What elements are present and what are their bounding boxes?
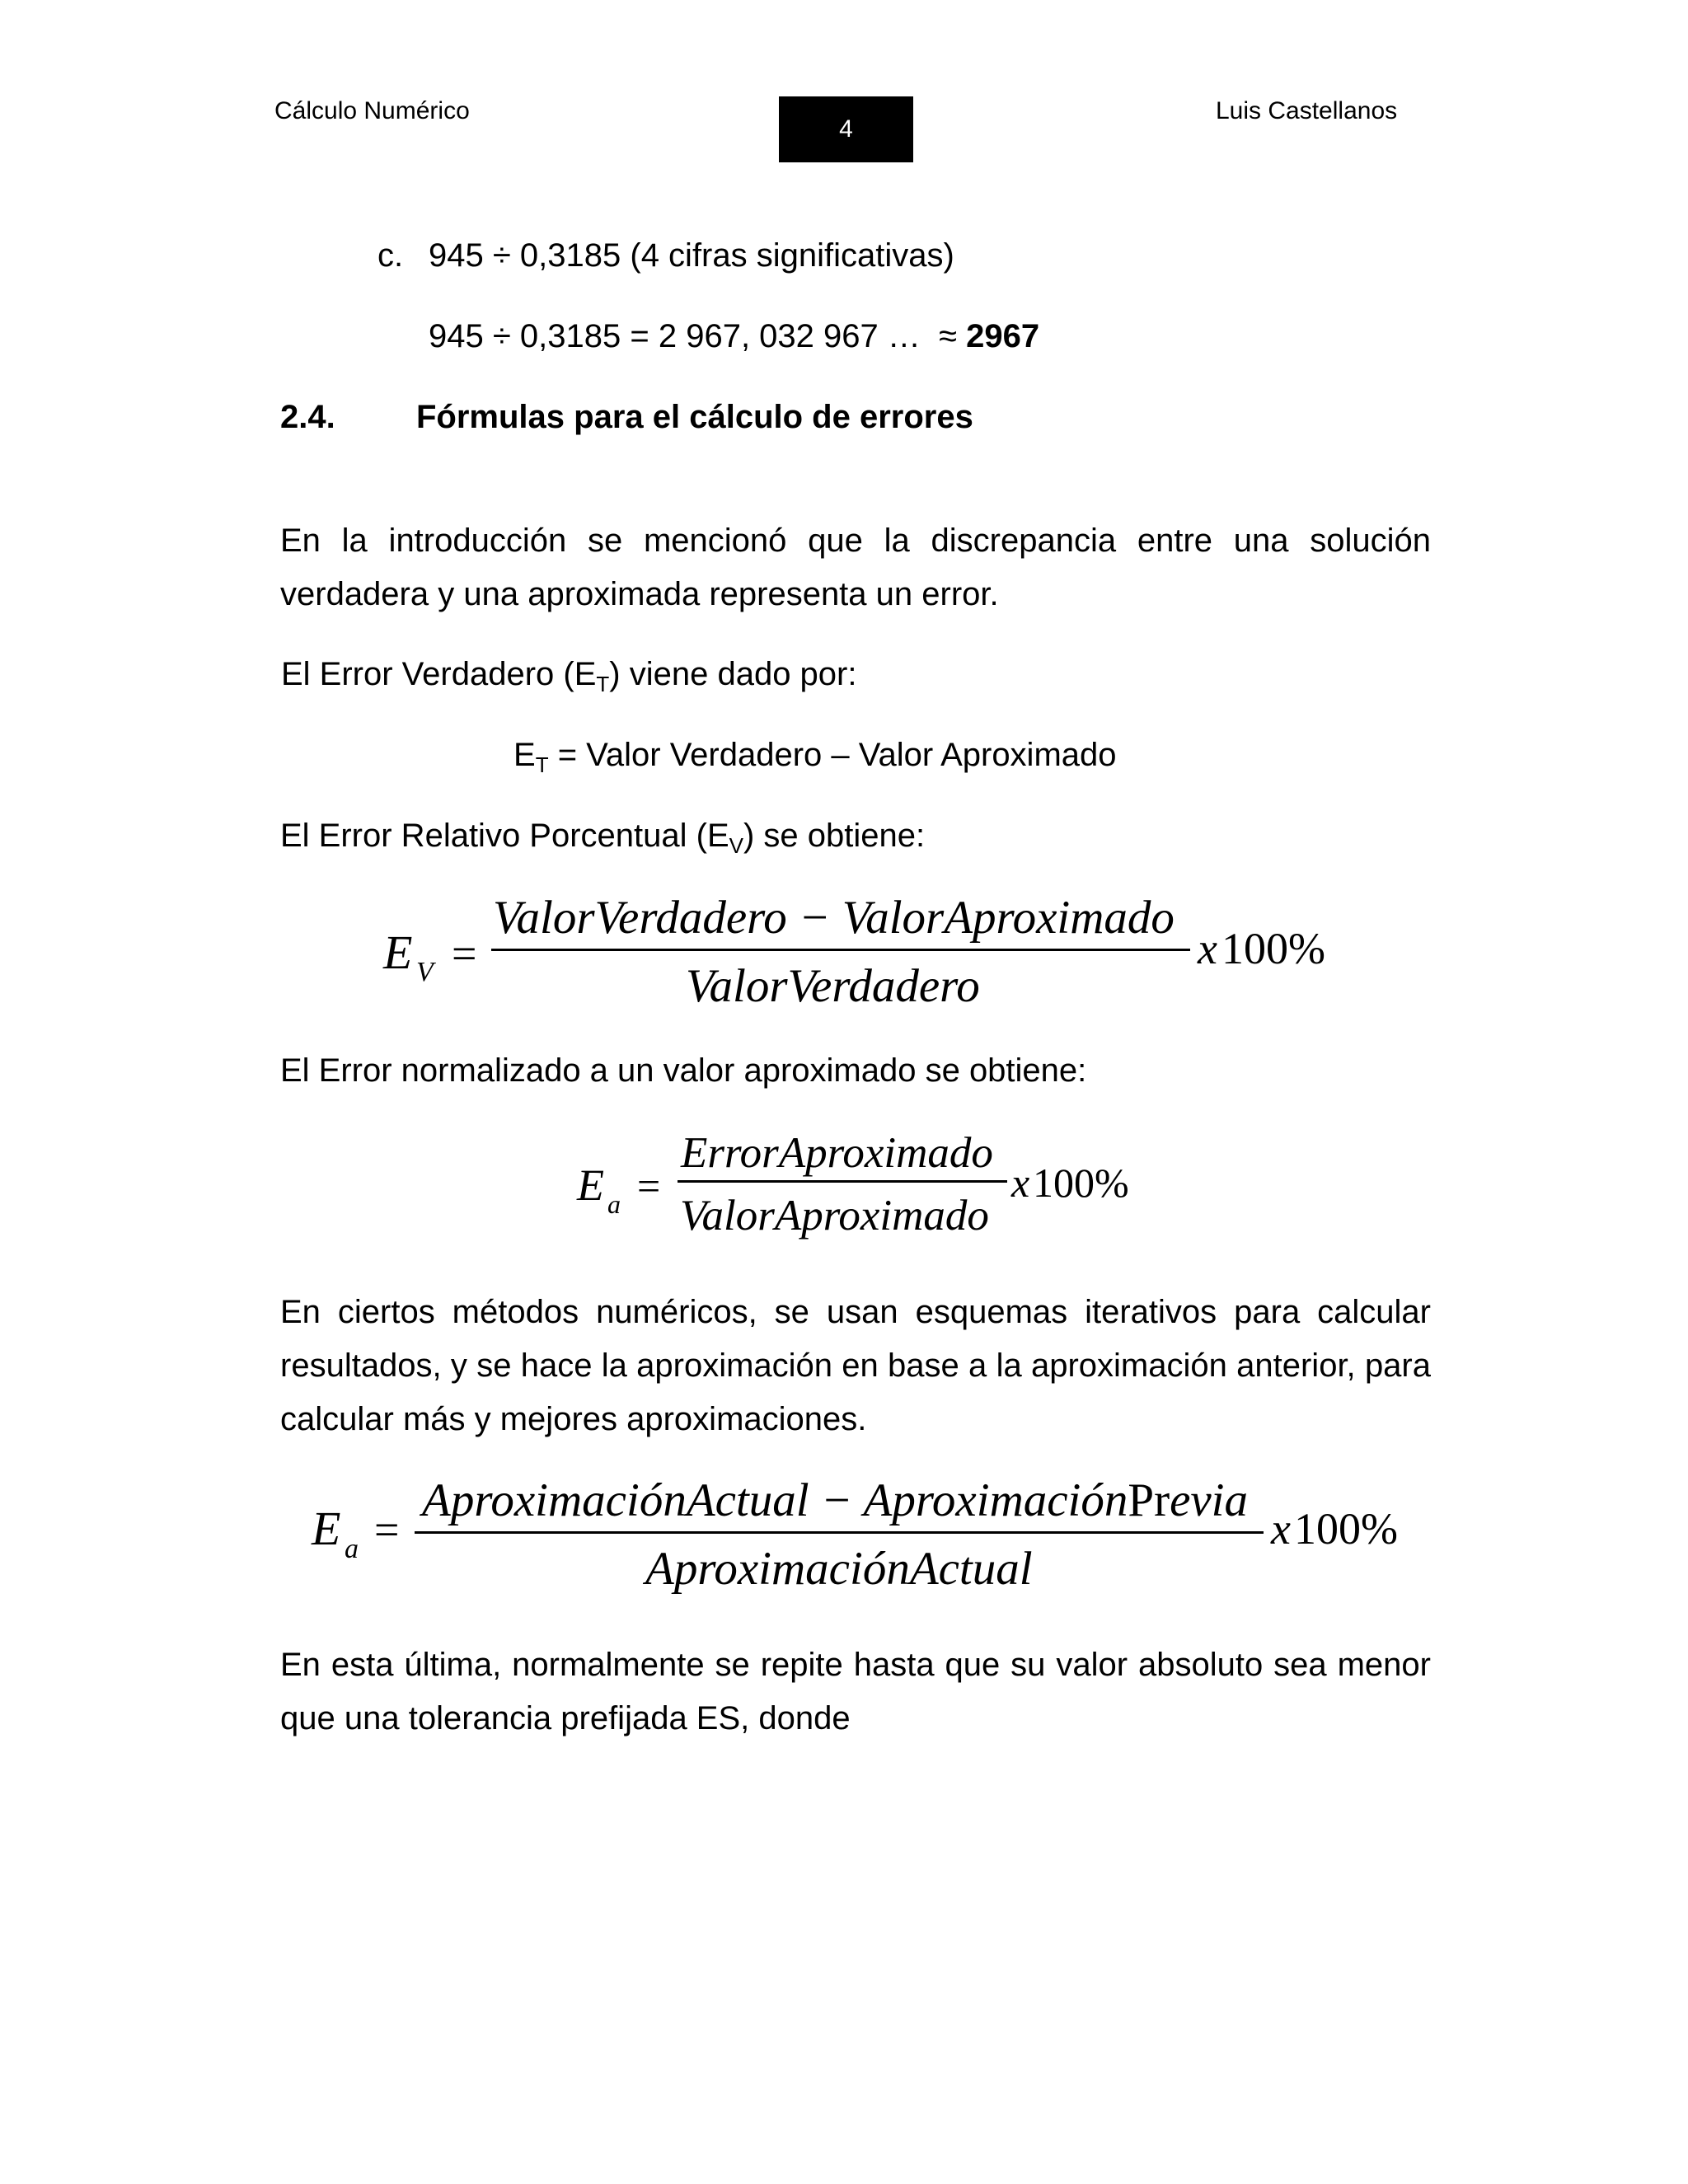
- iterative-methods-paragraph: En ciertos métodos numéricos, se usan esquemas iterativos para calcular resultados, y se hace la aproximación en base a la aproximación anterior, para calcular más y mejores aproximaciones.: [280, 1294, 1431, 1437]
- list-item-label: c.: [377, 237, 404, 274]
- intro-paragraph: En la introducción se mencionó que la discrepancia entre una solución verdadera y una aproximada representa un error.: [280, 523, 1431, 612]
- section-heading: [280, 401, 973, 434]
- true-error-formula: [513, 738, 1117, 776]
- formula-lhs: E: [312, 1502, 341, 1555]
- page-number-box: [779, 96, 913, 162]
- formula-factor: 100%: [1294, 1504, 1398, 1554]
- fraction-bar: [678, 1180, 1007, 1183]
- true-error-definition: [281, 658, 856, 695]
- formula-factor: 100%: [1221, 924, 1325, 973]
- calculation-line: [429, 320, 1039, 353]
- formula-equals: =: [374, 1505, 400, 1554]
- text-run: El Error Relativo Porcentual (E: [280, 818, 729, 854]
- header-left-title: Cálculo Numérico: [274, 97, 470, 124]
- formula-factor-x: x: [1198, 924, 1217, 973]
- formula-factor-x: x: [1011, 1160, 1030, 1206]
- section-number: 2.4.: [280, 399, 335, 435]
- formula-lhs-subscript: V: [416, 957, 434, 987]
- header-author: Luis Castellanos: [1216, 97, 1398, 124]
- formula-lhs-subscript: a: [607, 1189, 621, 1219]
- numerator-part: evia: [1170, 1474, 1248, 1526]
- formula-factor: 100%: [1033, 1160, 1129, 1206]
- list-item-c: [377, 239, 954, 272]
- numerator-part: AproximaciónActual − Aproximación: [422, 1474, 1128, 1526]
- numerator-part: Pr: [1128, 1474, 1170, 1526]
- formula-numerator: [422, 1474, 1248, 1526]
- text-run: = Valor Verdadero – Valor Aproximado: [548, 737, 1117, 773]
- text-run: ) viene dado por:: [609, 656, 857, 692]
- list-item-text: 945 ÷ 0,3185 (4 cifras significativas): [429, 237, 954, 274]
- formula-lhs: E: [383, 926, 413, 979]
- subscript: T: [535, 752, 549, 777]
- formula-equals: =: [452, 929, 477, 978]
- formula-denominator: ValorVerdadero: [686, 960, 980, 1012]
- text-run: ) se obtiene:: [743, 818, 926, 854]
- formula-numerator: ValorVerdadero − ValorAproximado: [493, 892, 1175, 944]
- calculation-expression: 945 ÷ 0,3185 = 2 967, 032 967 … ≈: [429, 318, 967, 354]
- formula-denominator: ValorAproximado: [680, 1192, 989, 1240]
- formula-equals: =: [637, 1163, 661, 1209]
- relative-error-definition: [280, 819, 925, 856]
- formula-lhs: E: [577, 1160, 604, 1210]
- section-title: Fórmulas para el cálculo de errores: [416, 399, 973, 435]
- formula-lhs-subscript: a: [345, 1534, 359, 1564]
- fraction-bar: [491, 949, 1190, 951]
- subscript: V: [729, 833, 743, 858]
- tolerance-paragraph: En esta última, normalmente se repite hasta que su valor absoluto sea menor que una tolerancia prefijada ES, donde: [280, 1647, 1431, 1736]
- formula-denominator: AproximaciónActual: [645, 1543, 1033, 1595]
- calculation-result: 2967: [966, 318, 1040, 354]
- text-run: E: [513, 737, 536, 773]
- normalized-error-definition: El Error normalizado a un valor aproximado se obtiene:: [280, 1052, 1087, 1089]
- formula-numerator: ErrorAproximado: [681, 1129, 993, 1177]
- subscript: T: [596, 672, 610, 696]
- formula-factor-x: x: [1271, 1504, 1291, 1554]
- text-run: El Error Verdadero (E: [281, 656, 597, 692]
- page-number: 4: [839, 115, 853, 143]
- fraction-bar: [415, 1531, 1264, 1534]
